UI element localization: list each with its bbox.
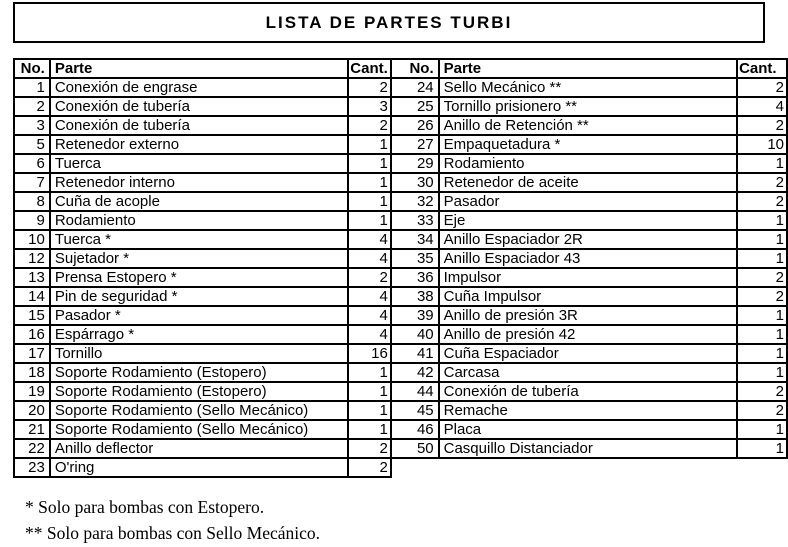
column-header-parte: Parte (50, 59, 348, 78)
part-name: Conexión de engrase (50, 78, 348, 97)
part-name: Rodamiento (50, 211, 348, 230)
part-no: 12 (14, 249, 50, 268)
part-name: Anillo Espaciador 43 (439, 249, 737, 268)
table-row (391, 116, 787, 135)
part-name: Cuña Impulsor (439, 287, 737, 306)
table-row (14, 154, 391, 173)
part-name: Soporte Rodamiento (Estopero) (50, 382, 348, 401)
part-qty: 2 (348, 78, 391, 97)
part-qty: 1 (737, 211, 787, 230)
part-qty: 2 (737, 287, 787, 306)
part-no: 41 (391, 344, 439, 363)
part-no: 21 (14, 420, 50, 439)
table-row (391, 249, 787, 268)
part-name: Anillo deflector (50, 439, 348, 458)
part-no: 5 (14, 135, 50, 154)
part-name: Casquillo Distanciador (439, 439, 737, 458)
part-name: Tornillo prisionero ** (439, 97, 737, 116)
part-name: Retenedor externo (50, 135, 348, 154)
part-no: 10 (14, 230, 50, 249)
part-name: Retenedor interno (50, 173, 348, 192)
part-no: 16 (14, 325, 50, 344)
part-qty: 2 (348, 268, 391, 287)
table-row (391, 230, 787, 249)
part-no: 44 (391, 382, 439, 401)
table-row (14, 249, 391, 268)
table-row (14, 325, 391, 344)
column-header-no: No. (391, 59, 439, 78)
part-no: 26 (391, 116, 439, 135)
table-row (14, 458, 391, 477)
part-no: 8 (14, 192, 50, 211)
part-qty: 1 (348, 173, 391, 192)
part-qty: 2 (737, 382, 787, 401)
part-qty: 2 (348, 458, 391, 477)
part-qty: 1 (348, 135, 391, 154)
part-name: Cuña Espaciador (439, 344, 737, 363)
part-name: Pasador (439, 192, 737, 211)
part-name: Soporte Rodamiento (Sello Mecánico) (50, 401, 348, 420)
part-name: Anillo de presión 42 (439, 325, 737, 344)
table-row (14, 97, 391, 116)
table-row (391, 154, 787, 173)
part-no: 30 (391, 173, 439, 192)
table-row (14, 306, 391, 325)
part-name: Rodamiento (439, 154, 737, 173)
part-qty: 1 (737, 344, 787, 363)
part-no: 1 (14, 78, 50, 97)
part-no: 34 (391, 230, 439, 249)
title-box (13, 2, 765, 43)
part-qty: 1 (737, 420, 787, 439)
table-row (391, 287, 787, 306)
table-row (391, 420, 787, 439)
table-row (14, 268, 391, 287)
footnotes (25, 494, 320, 546)
part-qty: 1 (348, 363, 391, 382)
part-no: 20 (14, 401, 50, 420)
part-no: 7 (14, 173, 50, 192)
part-qty: 1 (737, 306, 787, 325)
table-row (391, 97, 787, 116)
table-row (391, 268, 787, 287)
part-qty: 2 (737, 78, 787, 97)
part-no: 50 (391, 439, 439, 458)
part-no: 45 (391, 401, 439, 420)
part-qty: 1 (348, 401, 391, 420)
table-row (391, 78, 787, 97)
part-no: 39 (391, 306, 439, 325)
part-no: 2 (14, 97, 50, 116)
table-row (14, 230, 391, 249)
table-row (14, 211, 391, 230)
part-no: 17 (14, 344, 50, 363)
part-name: Espárrago * (50, 325, 348, 344)
part-qty: 4 (348, 325, 391, 344)
part-qty: 2 (348, 439, 391, 458)
part-no: 15 (14, 306, 50, 325)
part-no: 36 (391, 268, 439, 287)
table-row (391, 439, 787, 458)
part-no: 40 (391, 325, 439, 344)
part-qty: 1 (737, 325, 787, 344)
part-name: Soporte Rodamiento (Estopero) (50, 363, 348, 382)
footnote-sello-mecanico: ** Solo para bombas con Sello Mecánico. (25, 523, 321, 543)
part-name: Conexión de tubería (439, 382, 737, 401)
part-qty: 1 (737, 154, 787, 173)
part-name: Pasador * (50, 306, 348, 325)
part-qty: 1 (737, 230, 787, 249)
part-no: 38 (391, 287, 439, 306)
table-row (391, 135, 787, 154)
part-name: Remache (439, 401, 737, 420)
part-no: 14 (14, 287, 50, 306)
part-qty: 1 (348, 192, 391, 211)
part-qty: 1 (737, 439, 787, 458)
parts-tables (13, 58, 788, 478)
table-row (14, 78, 391, 97)
part-name: Eje (439, 211, 737, 230)
part-name: Tuerca (50, 154, 348, 173)
part-name: Conexión de tubería (50, 116, 348, 135)
part-name: Impulsor (439, 268, 737, 287)
part-name: Sujetador * (50, 249, 348, 268)
part-no: 33 (391, 211, 439, 230)
header-row (14, 59, 391, 78)
part-name: Anillo de presión 3R (439, 306, 737, 325)
part-qty: 4 (348, 230, 391, 249)
table-row (391, 401, 787, 420)
part-no: 32 (391, 192, 439, 211)
column-header-cant: Cant. (348, 59, 391, 78)
table-row (391, 344, 787, 363)
part-qty: 4 (348, 249, 391, 268)
part-no: 25 (391, 97, 439, 116)
table-row (391, 173, 787, 192)
part-no: 13 (14, 268, 50, 287)
table-row (14, 287, 391, 306)
table-row (14, 192, 391, 211)
part-name: Pin de seguridad * (50, 287, 348, 306)
table-row (391, 325, 787, 344)
part-no: 6 (14, 154, 50, 173)
part-qty: 2 (348, 116, 391, 135)
column-header-parte: Parte (439, 59, 737, 78)
part-no: 23 (14, 458, 50, 477)
part-no: 18 (14, 363, 50, 382)
part-qty: 1 (737, 249, 787, 268)
table-row (14, 173, 391, 192)
part-qty: 2 (737, 116, 787, 135)
table-row (391, 363, 787, 382)
part-no: 22 (14, 439, 50, 458)
part-qty: 3 (348, 97, 391, 116)
table-row (14, 116, 391, 135)
table-row (391, 382, 787, 401)
part-no: 19 (14, 382, 50, 401)
part-name: Soporte Rodamiento (Sello Mecánico) (50, 420, 348, 439)
part-no: 42 (391, 363, 439, 382)
part-qty: 1 (348, 154, 391, 173)
part-qty: 2 (737, 268, 787, 287)
page-title: LISTA DE PARTES TURBI (265, 12, 513, 32)
part-name: Sello Mecánico ** (439, 78, 737, 97)
part-name: Tuerca * (50, 230, 348, 249)
table-row (14, 363, 391, 382)
part-no: 24 (391, 78, 439, 97)
part-no: 27 (391, 135, 439, 154)
part-name: Anillo de Retención ** (439, 116, 737, 135)
part-qty: 2 (737, 401, 787, 420)
part-qty: 4 (348, 287, 391, 306)
part-qty: 16 (348, 344, 391, 363)
part-no: 9 (14, 211, 50, 230)
table-row (14, 344, 391, 363)
parts-table-left (13, 58, 392, 478)
footnote-estopero: * Solo para bombas con Estopero. (25, 497, 265, 517)
part-qty: 2 (737, 173, 787, 192)
column-header-cant: Cant. (737, 59, 787, 78)
part-qty: 4 (348, 306, 391, 325)
part-name: O'ring (50, 458, 348, 477)
part-no: 3 (14, 116, 50, 135)
table-row (14, 439, 391, 458)
part-name: Conexión de tubería (50, 97, 348, 116)
table-row (14, 401, 391, 420)
part-qty: 1 (737, 363, 787, 382)
header-row (391, 59, 787, 78)
table-row (14, 135, 391, 154)
part-name: Empaquetadura * (439, 135, 737, 154)
part-qty: 10 (737, 135, 787, 154)
part-name: Cuña de acople (50, 192, 348, 211)
part-name: Prensa Estopero * (50, 268, 348, 287)
part-qty: 1 (348, 382, 391, 401)
part-qty: 1 (348, 211, 391, 230)
part-name: Retenedor de aceite (439, 173, 737, 192)
column-header-no: No. (14, 59, 50, 78)
part-name: Anillo Espaciador 2R (439, 230, 737, 249)
part-qty: 4 (737, 97, 787, 116)
part-no: 35 (391, 249, 439, 268)
table-row (14, 420, 391, 439)
part-name: Placa (439, 420, 737, 439)
table-row (14, 382, 391, 401)
table-row (391, 192, 787, 211)
part-name: Carcasa (439, 363, 737, 382)
part-no: 46 (391, 420, 439, 439)
part-qty: 1 (348, 420, 391, 439)
part-name: Tornillo (50, 344, 348, 363)
part-qty: 2 (737, 192, 787, 211)
table-row (391, 306, 787, 325)
part-no: 29 (391, 154, 439, 173)
parts-table-right (390, 58, 788, 459)
table-row (391, 211, 787, 230)
